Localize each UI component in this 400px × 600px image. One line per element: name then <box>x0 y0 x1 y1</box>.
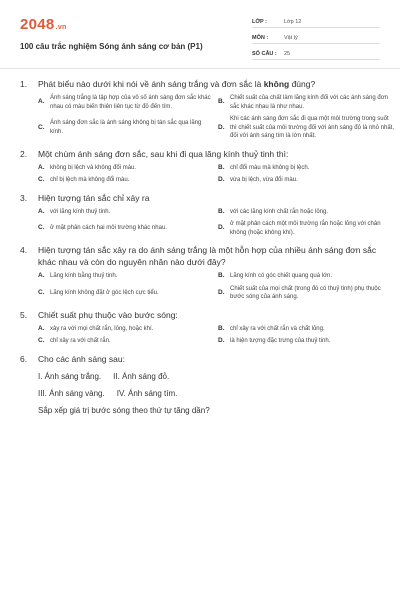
light-item: IV. Ánh sáng tím. <box>116 388 178 398</box>
document-header <box>20 14 380 62</box>
option-d[interactable]: D. là hiện tượng đặc trưng của thuỷ tinh. <box>218 337 331 344</box>
question-prompt: Sắp xếp giá trị bước sóng theo thứ tự tăng dần? <box>38 405 210 415</box>
option-a[interactable]: A. không bị lệch và không đổi màu. <box>38 163 137 171</box>
question-text: Cho các ánh sáng sau: <box>38 353 125 364</box>
light-item: I. Ánh sáng trắng. <box>38 371 102 381</box>
option-c[interactable]: C. Lăng kính không đặt ở góc lệch cực tiểu. <box>38 288 159 296</box>
option-b[interactable]: B. với các lăng kính chất rắn hoặc lỏng. <box>218 207 328 215</box>
option-c[interactable]: C. chỉ bị lệch mà không đổi màu. <box>38 176 130 183</box>
header-divider <box>0 68 400 69</box>
option-c[interactable]: C. Ánh sáng đơn sắc là ánh sáng không bị tán sắc qua lăng kính. <box>38 120 202 135</box>
question-6 <box>20 353 382 416</box>
light-list-row <box>38 388 382 399</box>
light-item: III. Ánh sáng vàng. <box>38 388 105 398</box>
option-d[interactable]: D. vừa bị lệch, vừa đổi màu. <box>218 176 298 183</box>
option-b[interactable]: B. Lăng kính có góc chiết quang quá lớn. <box>218 272 333 279</box>
meta-value: Vật lý <box>284 35 298 41</box>
option-b[interactable]: B. chỉ đổi màu mà không bị lệch. <box>218 163 310 171</box>
option-a[interactable]: A. Ánh sáng trắng là tập hợp của vô số ánh sáng đơn sắc khác nhau có màu biến thiên liên tục từ đỏ đến tím. <box>38 95 211 110</box>
document-meta <box>252 14 380 62</box>
question-text: Một chùm ánh sáng đơn sắc, sau khi đi qua lăng kính thuỷ tinh thì: <box>38 148 289 159</box>
question-number: 2. <box>20 148 28 159</box>
option-d[interactable]: D. ở mặt phân cách một môi trường rắn hoặc lỏng với chân không (hoặc không khí). <box>218 221 381 236</box>
option-a[interactable]: A. với lăng kính thuỷ tinh. <box>38 207 111 215</box>
light-list <box>38 371 382 416</box>
question-text: Hiện tượng tán sắc xảy ra do ánh sáng trắng là một hỗn hợp của nhiều ánh sáng đơn sắc khác nhau và còn do nguyên nhân nào dưới đây? <box>38 245 377 267</box>
question-3 <box>20 192 382 238</box>
option-d[interactable]: D. Chiết suất của mọi chất (trong đó có thuỷ tinh) phụ thuộc bước sóng của ánh sáng. <box>218 285 381 300</box>
option-b[interactable]: B. Chiết suất của chất làm lăng kính đối với các ánh sáng đơn sắc khác nhau là như nhau. <box>218 95 388 110</box>
light-item: II. Ánh sáng đỏ. <box>113 371 170 381</box>
meta-label: SỐ CÂU : <box>252 51 277 57</box>
question-2 <box>20 148 382 185</box>
option-a[interactable]: A. xảy ra với mọi chất rắn, lỏng, hoặc khí. <box>38 324 154 332</box>
meta-label: LỚP : <box>252 19 267 25</box>
option-c[interactable]: C. chỉ xảy ra với chất rắn. <box>38 337 111 344</box>
site-logo[interactable]: 2048.vn <box>20 16 67 33</box>
question-text: Chiết suất phụ thuộc vào bước sóng: <box>38 309 178 320</box>
question-number: 3. <box>20 192 28 203</box>
light-list-row <box>38 371 382 382</box>
question-text: Phát biểu nào dưới khi nói về ánh sáng trắng và đơn sắc là không đúng? <box>38 79 316 89</box>
option-b[interactable]: B. chỉ xảy ra với chất rắn và chất lỏng. <box>218 324 325 332</box>
meta-label: MÔN : <box>252 35 269 41</box>
meta-row-subject <box>252 30 380 44</box>
question-4 <box>20 244 382 302</box>
question-5 <box>20 309 382 346</box>
meta-value: 25 <box>284 51 291 57</box>
question-number: 5. <box>20 309 28 320</box>
document-title: 100 câu trắc nghiệm Sóng ánh sáng cơ bản (P1) <box>20 42 203 51</box>
option-d[interactable]: D. Khi các ánh sáng đơn sắc đi qua một môi trường trong suốt thì chiết suất của môi trường đối với ánh sáng đỏ là nhỏ nhất, đối với ánh sáng tím là lớn nhất. <box>218 116 394 139</box>
option-c[interactable]: C. ở mặt phân cách hai môi trường khác nhau. <box>38 224 167 232</box>
question-list <box>20 78 394 423</box>
question-number: 6. <box>20 353 28 364</box>
meta-row-count <box>252 46 380 60</box>
option-a[interactable]: A. Lăng kính bằng thuỷ tinh. <box>38 272 118 279</box>
meta-value: Lớp 12 <box>284 19 302 25</box>
question-text: Hiện tượng tán sắc chỉ xảy ra <box>38 192 150 203</box>
question-number: 4. <box>20 245 28 255</box>
meta-row-class <box>252 14 380 28</box>
question-1 <box>20 78 394 141</box>
question-number: 1. <box>20 79 28 89</box>
